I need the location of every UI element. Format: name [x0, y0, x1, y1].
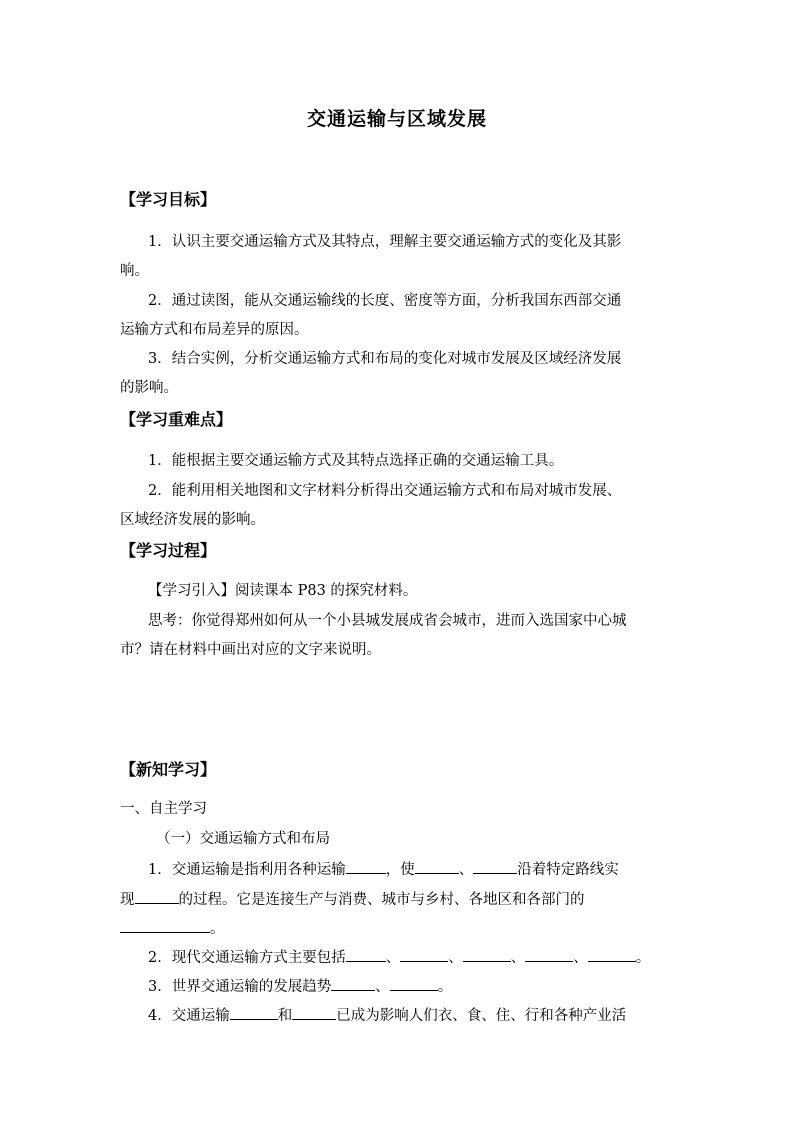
q1-text-c: 、 — [458, 862, 474, 878]
q2-sep-4: 、 — [573, 950, 588, 966]
objective-1-line-2: 响。 — [120, 263, 149, 279]
key-points-heading: 【学习重难点】 — [120, 410, 233, 429]
q2-blank-1[interactable] — [346, 946, 386, 962]
objective-3-line-1: 3．结合实例，分析交通运输方式和布局的变化对城市发展及区域经济发展 — [148, 351, 622, 367]
q4-text-a: 4．交通运输 — [148, 1008, 230, 1024]
q4-text-b: 和 — [277, 1008, 293, 1024]
q3-end: 。 — [437, 979, 453, 995]
q1-text-g: 。 — [210, 921, 225, 937]
q2-blank-4[interactable] — [525, 946, 573, 962]
process-heading: 【学习过程】 — [120, 541, 217, 560]
q1-text-b: ，使 — [385, 862, 415, 878]
objectives-heading: 【学习目标】 — [120, 190, 217, 209]
q2-sep-2: 、 — [448, 950, 463, 966]
question-2 — [148, 946, 710, 968]
key-point-2-line-1: 2．能利用相关地图和文字材料分析得出交通运输方式和布局对城市发展、 — [148, 483, 622, 499]
q3-blank-1[interactable] — [331, 975, 375, 991]
q1-blank-3[interactable] — [473, 858, 517, 874]
process-intro: 【学习引入】阅读课本 P83 的探究材料。 — [148, 583, 418, 599]
q1-blank-4[interactable] — [135, 888, 179, 904]
key-point-1: 1．能根据主要交通运输方式及其特点选择正确的交通运输工具。 — [148, 453, 564, 469]
document-title: 交通运输与区域发展 — [306, 108, 487, 130]
objective-2-line-2: 运输方式和布局差异的原因。 — [120, 322, 309, 338]
question-1-line-3 — [120, 917, 682, 939]
q2-blank-5[interactable] — [588, 946, 636, 962]
q2-blank-3[interactable] — [463, 946, 511, 962]
process-think-line-2: 市？请在材料中画出对应的文字来说明。 — [120, 642, 381, 658]
q2-text-a: 2．现代交通运输方式主要包括 — [148, 950, 346, 966]
q4-blank-2[interactable] — [292, 1004, 336, 1020]
q2-blank-2[interactable] — [400, 946, 448, 962]
process-think-line-1: 思考：你觉得郑州如何从一个小县城发展成省会城市，进而入选国家中心城 — [148, 613, 627, 629]
q3-text-a: 3．世界交通运输的发展趋势 — [148, 979, 332, 995]
q1-blank-1[interactable] — [346, 858, 386, 874]
objective-3-line-2: 的影响。 — [120, 380, 178, 396]
q1-text-e: 现 — [120, 892, 135, 908]
part-1-title: 一、自主学习 — [120, 801, 207, 817]
q1-text-f: 的过程。它是连接生产与消费、城市与乡村、各地区和各部门的 — [178, 892, 585, 908]
q1-blank-2[interactable] — [415, 858, 459, 874]
question-3 — [148, 975, 710, 997]
q4-blank-1[interactable] — [230, 1004, 278, 1020]
q1-blank-5[interactable] — [120, 917, 210, 933]
q2-sep-3: 、 — [510, 950, 526, 966]
q4-text-c: 已成为影响人们衣、食、住、行和各种产业活 — [336, 1008, 627, 1024]
q2-end: 。 — [635, 950, 651, 966]
objective-1-line-1: 1．认识主要交通运输方式及其特点，理解主要交通运输方式的变化及其影 — [148, 234, 622, 250]
q2-sep-1: 、 — [385, 950, 401, 966]
q3-sep: 、 — [375, 979, 390, 995]
question-1-line-2 — [120, 888, 682, 910]
q1-text-a: 1．交通运输是指利用各种运输 — [148, 862, 346, 878]
q1-text-d: 沿着特定路线实 — [517, 862, 619, 878]
key-point-2-line-2: 区域经济发展的影响。 — [120, 512, 265, 528]
sub-section-1-title: （一）交通运输方式和布局 — [156, 831, 330, 847]
q3-blank-2[interactable] — [390, 975, 438, 991]
question-4 — [148, 1004, 710, 1026]
new-knowledge-heading: 【新知学习】 — [120, 760, 217, 779]
objective-2-line-1: 2．通过读图，能从交通运输线的长度、密度等方面，分析我国东西部交通 — [148, 293, 622, 309]
question-1-line-1 — [148, 858, 710, 880]
